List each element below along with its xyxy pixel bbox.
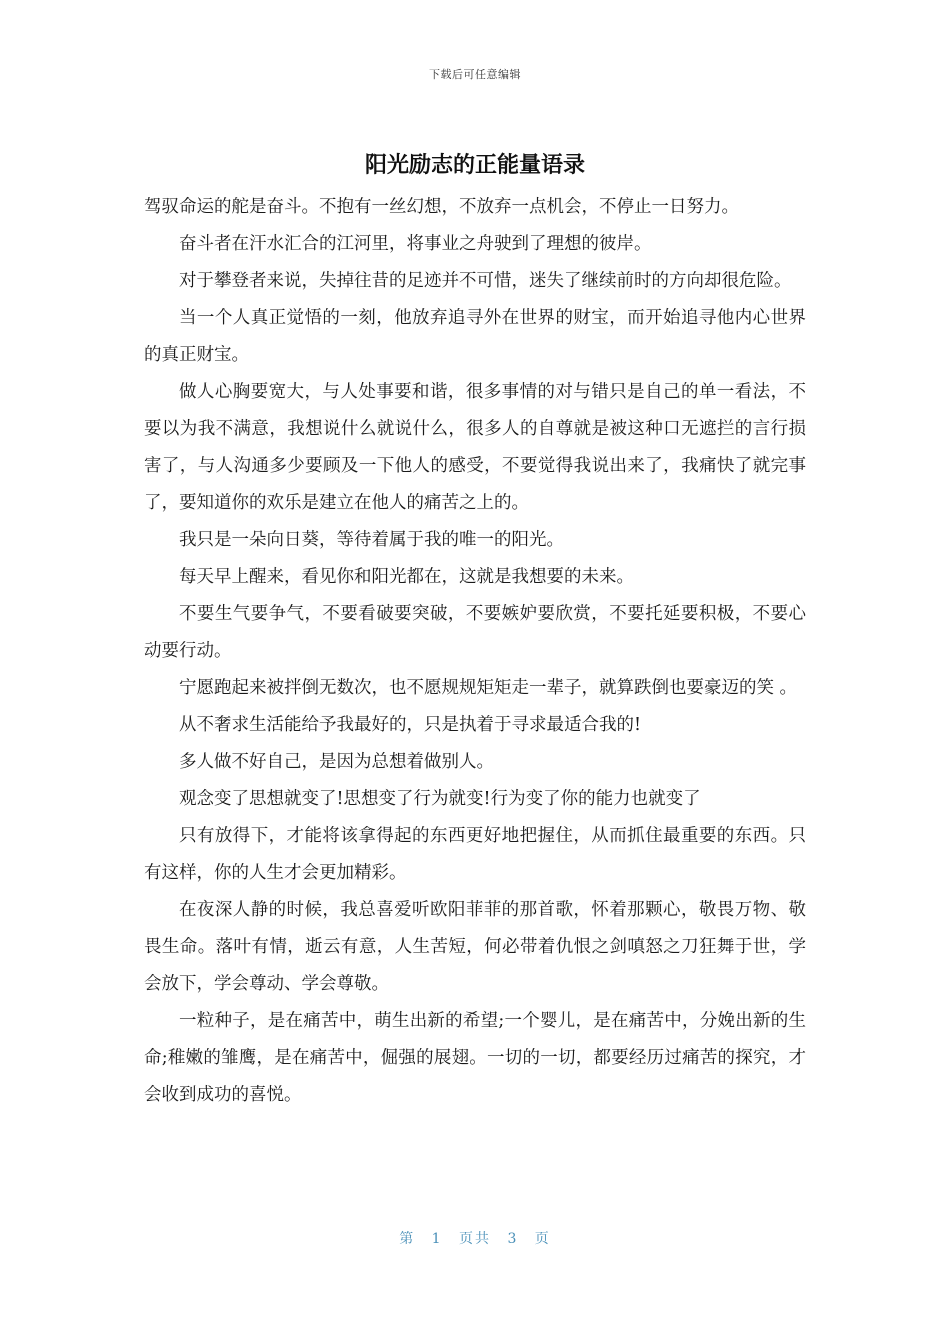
paragraph: 从不奢求生活能给予我最好的，只是执着于寻求最适合我的! xyxy=(179,715,642,735)
paragraph: 每天早上醒来，看见你和阳光都在，这就是我想要的未来。 xyxy=(179,567,634,587)
paragraph: 只有放得下，才能将该拿得起的东西更好地把握住，从而抓住最重要的东西。只有这样，你的人生才会更加精彩。 xyxy=(144,826,806,883)
paragraph: 一粒种子，是在痛苦中，萌生出新的希望;一个婴儿，是在痛苦中，分娩出新的生命;稚嫩的雏鹰，是在痛苦中，倔强的展翅。一切的一切，都要经历过痛苦的探究，才会收到成功的喜悦。 xyxy=(144,1011,806,1105)
paragraph: 对于攀登者来说，失掉往昔的足迹并不可惜，迷失了继续前时的方向却很危险。 xyxy=(179,271,792,291)
document-title: 阳光励志的正能量语录 xyxy=(364,153,585,178)
document-body xyxy=(144,189,806,1114)
paragraph: 观念变了思想就变了!思想变了行为就变!行为变了你的能力也就变了 xyxy=(179,789,701,809)
paragraph: 当一个人真正觉悟的一刻，他放弃追寻外在世界的财宝，而开始追寻他内心世界的真正财宝。 xyxy=(144,308,806,365)
page-number-footer: 第 1 页共 3 页 xyxy=(399,1231,551,1247)
paragraph: 做人心胸要宽大，与人处事要和谐，很多事情的对与错只是自己的单一看法，不要以为我不满意，我想说什么就说什么，很多人的自尊就是被这种口无遮拦的言行损害了，与人沟通多少要顾及一下他人的感受，不要觉得我说出来了，我痛快了就完事了，要知道你的欢乐是建立在他人的痛苦之上的。 xyxy=(144,382,806,513)
paragraph: 奋斗者在汗水汇合的江河里，将事业之舟驶到了理想的彼岸。 xyxy=(179,234,652,254)
header-note: 下载后可任意编辑 xyxy=(429,68,521,81)
paragraph: 驾驭命运的舵是奋斗。不抱有一丝幻想，不放弃一点机会，不停止一日努力。 xyxy=(144,197,739,217)
paragraph: 宁愿跑起来被拌倒无数次，也不愿规规矩矩走一辈子，就算跌倒也要豪迈的笑 。 xyxy=(179,678,798,698)
paragraph: 不要生气要争气，不要看破要突破，不要嫉妒要欣赏，不要托延要积极，不要心动要行动。 xyxy=(144,604,806,661)
paragraph: 在夜深人静的时候，我总喜爱听欧阳菲菲的那首歌，怀着那颗心，敬畏万物、敬畏生命。落叶有情，逝云有意，人生苦短，何必带着仇恨之剑嗔怒之刀狂舞于世，学会放下，学会尊动、学会尊敬。 xyxy=(144,900,806,994)
paragraph: 多人做不好自己，是因为总想着做别人。 xyxy=(179,752,494,772)
paragraph: 我只是一朵向日葵，等待着属于我的唯一的阳光。 xyxy=(179,530,564,550)
